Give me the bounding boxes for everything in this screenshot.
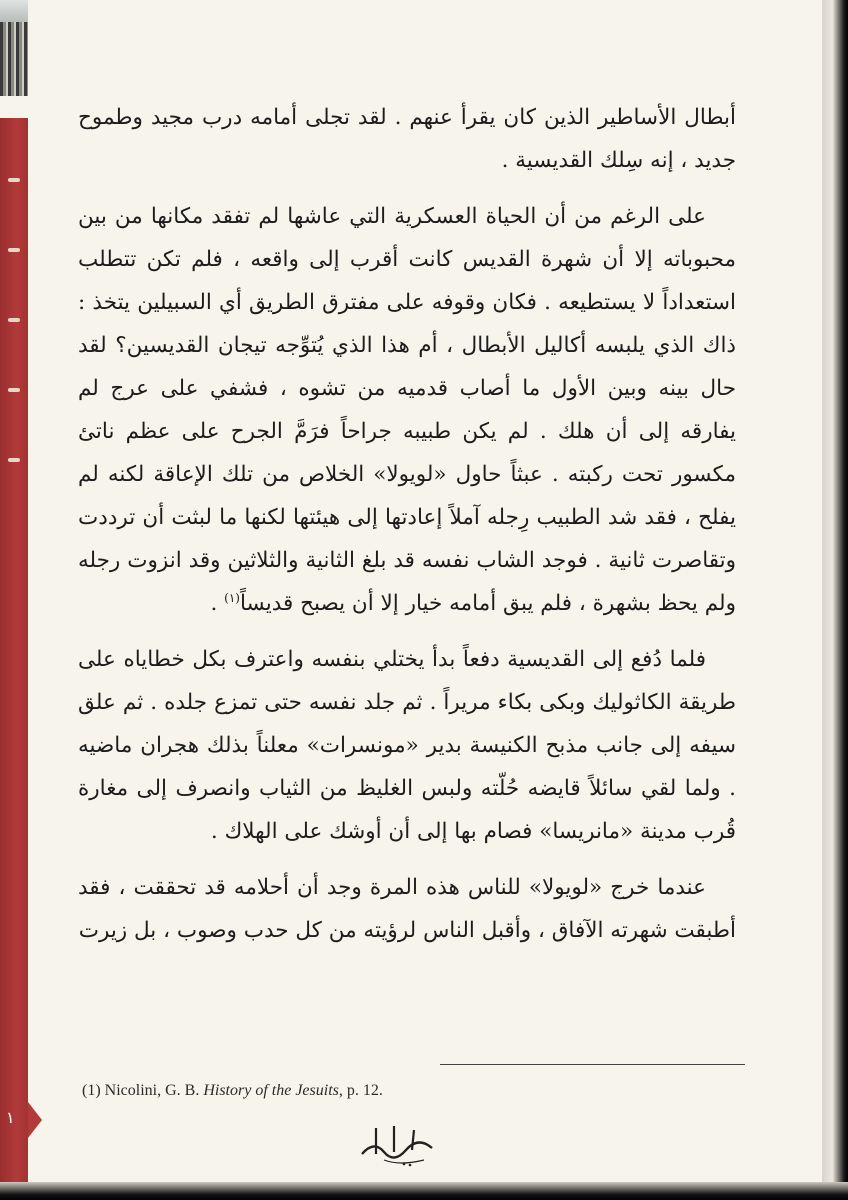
paragraph: على الرغم من أن الحياة العسكرية التي عاشها لم تفقد مكانها من بين محبوباته إلا أن شهرة القديس كانت أقرب إلى واقعه ، فلم تكن تتطلب استعداداً لا يستطيعه . فكان وقوفه على مفترق الطريق أي السبيلين يتخذ : ذاك الذي يلبسه أكاليل الأبطال ، أم هذا الذي يُتوِّجه تيجان القديسين؟ لقد حال بينه وبين الأول ما أصاب قدميه من تشوه ، فشفي على عرج لم يفارقه إلى أن هلك . لم يكن طبيبه جراحاً فرَمَّ الجرح على عظم ناتئ مكسور تحت ركبته . عبثاً حاول «لويولا» الخلاص من تلك الإعاقة لكنه لم يفلح ، فقد شد الطبيب رِجله آملاً إعادتها إلى هيئتها لكنها ما لبثت أن ترددت وتقاصرت ثانية . فوجد الشاب نفسه قد بلغ الثانية والثلاثين وقد انزوت رجله ولم يحظ بشهرة ، فلم يبق أمامه خيار إلا أن يصبح قديساً$^{(١)}$ . — [78, 204, 736, 616]
paragraph: عندما خرج «لويولا» للناس هذه المرة وجد أن أحلامه قد تحققت ، فقد أطبقت شهرته الآفاق ، وأقبل الناس لرؤيته من كل حدب وصوب ، بل زيرت — [78, 875, 736, 943]
footnote-number: (1) — [82, 1082, 101, 1099]
page-fold-shadow — [822, 0, 848, 1200]
spine-page-number: ١ — [6, 1108, 15, 1127]
spine-ornament — [8, 388, 20, 392]
spine-cover-photo — [0, 0, 28, 96]
paragraph-text: على الرغم من أن الحياة العسكرية التي عاشها لم تفقد مكانها من بين محبوباته إلا أن شهرة القديس كانت أقرب إلى واقعه ، فلم تكن تتطلب استعداداً لا يستطيعه . فكان وقوفه على مفترق الطريق أي السبيلين يتخذ : ذاك الذي يلبسه أكاليل الأبطال ، أم هذا الذي يُتوِّجه تيجان القديسين؟ لقد حال بينه وبين الأول ما أصاب قدميه من تشوه ، فشفي على عرج لم يفارقه إلى أن هلك . لم يكن طبيبه جراحاً فرَمَّ الجرح على عظم ناتئ مكسور تحت ركبته . عبثاً حاول «لويولا» الخلاص من تلك الإعاقة لكنه لم يفلح ، فقد شد الطبيب رِجله آملاً إعادتها إلى هيئتها لكنها ما لبثت أن ترددت وتقاصرت ثانية . فوجد الشاب نفسه قد بلغ الثانية والثلاثين وقد انزوت رجله ولم يحظ بشهرة ، فلم يبق أمامه خيار إلا أن يصبح قديساً — [78, 204, 736, 616]
footnote-author: Nicolini, G. B. — [104, 1082, 200, 1099]
paragraph: أبطال الأساطير الذين كان يقرأ عنهم . لقد تجلى أمامه درب مجيد وطموح جديد ، إنه سِلك القديسية . — [78, 105, 736, 173]
footnote-reference[interactable]: (١) — [224, 590, 240, 605]
footnote-title: History of the Jesuits — [203, 1082, 339, 1099]
footnote-divider — [440, 1064, 745, 1065]
watermark-logo — [354, 1120, 446, 1172]
footnote-page: , p. 12. — [338, 1082, 383, 1099]
spine-notch — [28, 1102, 42, 1138]
paragraph: فلما دُفع إلى القديسية دفعاً بدأ يختلي بنفسه واعترف بكل خطاياه على طريقة الكاثوليك وبكى بكاء مريراً . ثم جلد نفسه حتى تمزع جلده . ثم علق سيفه إلى جانب مذبح الكنيسة بدير «مونسرات» معلناً بذلك هجران ماضيه . ولما لقي سائلاً قايضه حُلّته ولبس الغليظ من الثياب وانصرف إلى مغارة قُرب مدينة «مانريسا» فصام بها إلى أن أوشك على الهلاك . — [78, 647, 736, 844]
spine-ornament — [8, 248, 20, 252]
footnote — [82, 1082, 383, 1100]
body-text — [78, 96, 736, 965]
spine-ornament — [8, 318, 20, 322]
spine-ornament — [8, 178, 20, 182]
page-bottom-edge — [0, 1182, 848, 1200]
spine-band — [0, 118, 28, 1182]
spine-ornament — [8, 458, 20, 462]
